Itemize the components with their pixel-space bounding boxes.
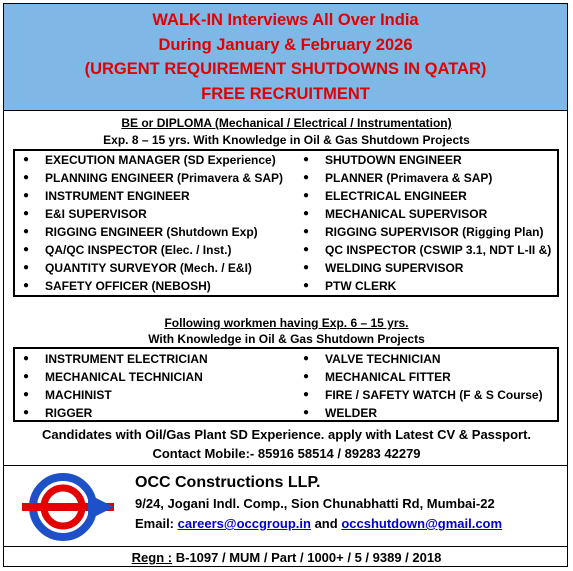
bullet-icon: ● [23,389,30,400]
position-item: MACHINIST [45,388,112,402]
workmen-line: Following workmen having Exp. 6 – 15 yrs. [164,316,409,330]
bullet-icon: ● [23,244,30,255]
bullet-icon: ● [303,280,310,291]
company-email-line: Email: careers@occgroup.in and occshutdown@gmail.com [135,516,503,531]
position-item: E&I SUPERVISOR [45,207,147,221]
header-title: WALK-IN Interviews All Over India [152,11,419,29]
position-item: RIGGING SUPERVISOR (Rigging Plan) [325,225,544,239]
registration-line: Regn : B-1097 / MUM / Part / 1000+ / 5 / 9389 / 2018 [131,550,442,565]
bullet-icon: ● [23,190,30,201]
bullet-icon: ● [303,262,310,273]
bullet-icon: ● [23,208,30,219]
experience-line-1: Exp. 8 – 15 yrs. With Knowledge in Oil & Gas Shutdown Projects [103,133,470,147]
email-link-careers[interactable]: careers@occgroup.in [177,516,311,531]
bullet-icon: ● [303,353,310,364]
company-address: 9/24, Jogani Indl. Comp., Sion Chunabhatti Rd, Mumbai-22 [135,496,495,511]
bullet-icon: ● [303,407,310,418]
position-item: PLANNER (Primavera & SAP) [325,171,493,185]
workmen-knowledge-line: With Knowledge in Oil & Gas Shutdown Projects [148,332,425,346]
position-item: QA/QC INSPECTOR (Elec. / Inst.) [45,243,232,257]
position-item: VALVE TECHNICIAN [325,352,441,366]
occ-logo-icon [18,472,118,542]
contact-line: Contact Mobile:- 85916 58514 / 89283 42279 [152,446,421,461]
position-item: ELECTRICAL ENGINEER [325,189,467,203]
bullet-icon: ● [303,190,310,201]
position-item: WELDER [325,406,377,420]
bullet-icon: ● [23,262,30,273]
position-item: FIRE / SAFETY WATCH (F & S Course) [325,388,543,402]
bullet-icon: ● [303,371,310,382]
header-free: FREE RECRUITMENT [201,85,370,103]
company-name: OCC Constructions LLP. [135,474,321,491]
bullet-icon: ● [303,226,310,237]
bullet-icon: ● [303,244,310,255]
bullet-icon: ● [303,172,310,183]
position-item: WELDING SUPERVISOR [325,261,464,275]
position-item: QUANTITY SURVEYOR (Mech. / E&I) [45,261,252,275]
position-item: SAFETY OFFICER (NEBOSH) [45,279,211,293]
bullet-icon: ● [23,371,30,382]
position-item: MECHANICAL FITTER [325,370,451,384]
position-item: INSTRUMENT ELECTRICIAN [45,352,208,366]
bullet-icon: ● [23,353,30,364]
header-urgent: (URGENT REQUIREMENT SHUTDOWNS IN QATAR) [84,60,487,78]
bullet-icon: ● [303,208,310,219]
position-item: MECHANICAL TECHNICIAN [45,370,203,384]
position-item: PTW CLERK [325,279,397,293]
bullet-icon: ● [303,154,310,165]
position-item: RIGGING ENGINEER (Shutdown Exp) [45,225,258,239]
header-dates: During January & February 2026 [158,36,413,54]
position-item: EXECUTION MANAGER (SD Experience) [45,153,276,167]
candidates-note: Candidates with Oil/Gas Plant SD Experience. apply with Latest CV & Passport. [41,427,532,442]
bullet-icon: ● [23,407,30,418]
position-item: QC INSPECTOR (CSWIP 3.1, NDT L-II &) [325,243,552,257]
bullet-icon: ● [23,154,30,165]
position-item: RIGGER [45,406,93,420]
qualification-line: BE or DIPLOMA (Mechanical / Electrical / Instrumentation) [121,116,452,130]
bullet-icon: ● [23,226,30,237]
position-item: PLANNING ENGINEER (Primavera & SAP) [45,171,284,185]
email-link-shutdown[interactable]: occshutdown@gmail.com [341,516,503,531]
bullet-icon: ● [23,280,30,291]
bullet-icon: ● [23,172,30,183]
position-item: MECHANICAL SUPERVISOR [325,207,488,221]
position-item: INSTRUMENT ENGINEER [45,189,190,203]
position-item: SHUTDOWN ENGINEER [325,153,462,167]
bullet-icon: ● [303,389,310,400]
header-banner [4,4,567,111]
